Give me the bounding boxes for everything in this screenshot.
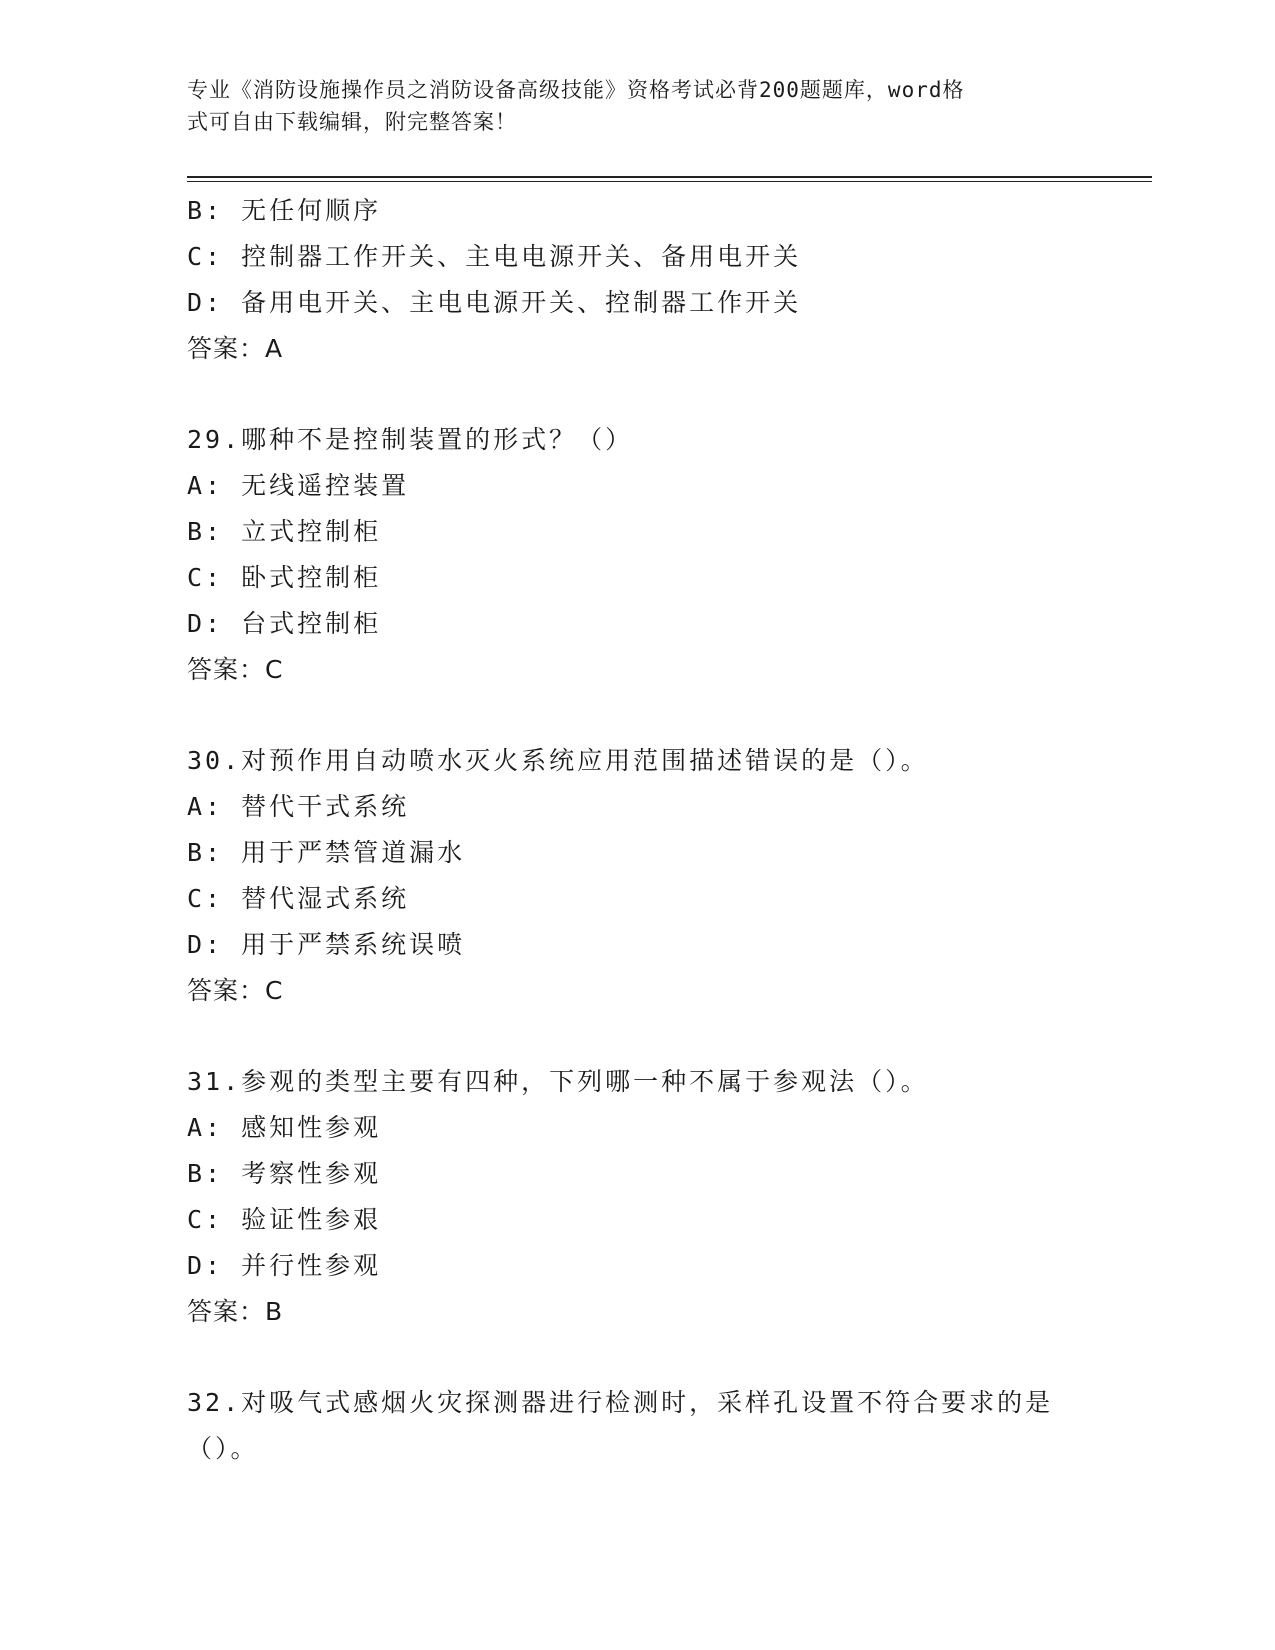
option-a: A: 感知性参观: [187, 1113, 382, 1142]
question-block-29: [187, 417, 1087, 693]
option-c: C: 卧式控制柜: [187, 563, 382, 592]
option-d: D: 备用电开关、主电电源开关、控制器工作开关: [187, 288, 802, 317]
answer-line: 答案：A: [187, 334, 284, 363]
option-c: C: 替代湿式系统: [187, 884, 410, 913]
question-stem: 29.哪种不是控制装置的形式？（）: [187, 425, 634, 454]
option-d: D: 台式控制柜: [187, 609, 382, 638]
answer-line: 答案：C: [187, 976, 284, 1005]
question-block-30: [187, 738, 1087, 1014]
question-block-32: [187, 1380, 1087, 1472]
header-line-2: 式可自由下载编辑，附完整答案！: [187, 110, 517, 134]
option-b: B: 用于严禁管道漏水: [187, 838, 466, 867]
option-a: A: 无线遥控装置: [187, 471, 410, 500]
option-a: A: 替代干式系统: [187, 792, 410, 821]
question-block-28: [187, 188, 1087, 372]
answer-line: 答案：C: [187, 655, 284, 684]
header-divider-thin: [187, 181, 1152, 182]
header-line-1: 专业《消防设施操作员之消防设备高级技能》资格考试必背200题题库，word格: [187, 78, 965, 102]
option-c: C: 控制器工作开关、主电电源开关、备用电开关: [187, 242, 802, 271]
option-c: C: 验证性参艰: [187, 1205, 382, 1234]
document-header: [187, 74, 1067, 138]
answer-line: 答案：B: [187, 1297, 284, 1326]
option-d: D: 并行性参观: [187, 1251, 382, 1280]
header-divider-thick: [187, 176, 1152, 178]
question-stem: 31.参观的类型主要有四种，下列哪一种不属于参观法（）。: [187, 1067, 929, 1096]
option-b: B: 立式控制柜: [187, 517, 382, 546]
question-block-31: [187, 1059, 1087, 1335]
option-b: B: 考察性参观: [187, 1159, 382, 1188]
option-d: D: 用于严禁系统误喷: [187, 930, 466, 959]
question-list: [187, 188, 1087, 1472]
question-stem: 30.对预作用自动喷水灭火系统应用范围描述错误的是（）。: [187, 746, 929, 775]
question-stem-line-2: （）。: [187, 1434, 259, 1463]
option-b: B: 无任何顺序: [187, 196, 382, 225]
question-stem-line-1: 32.对吸气式感烟火灾探测器进行检测时，采样孔设置不符合要求的是: [187, 1388, 1054, 1417]
